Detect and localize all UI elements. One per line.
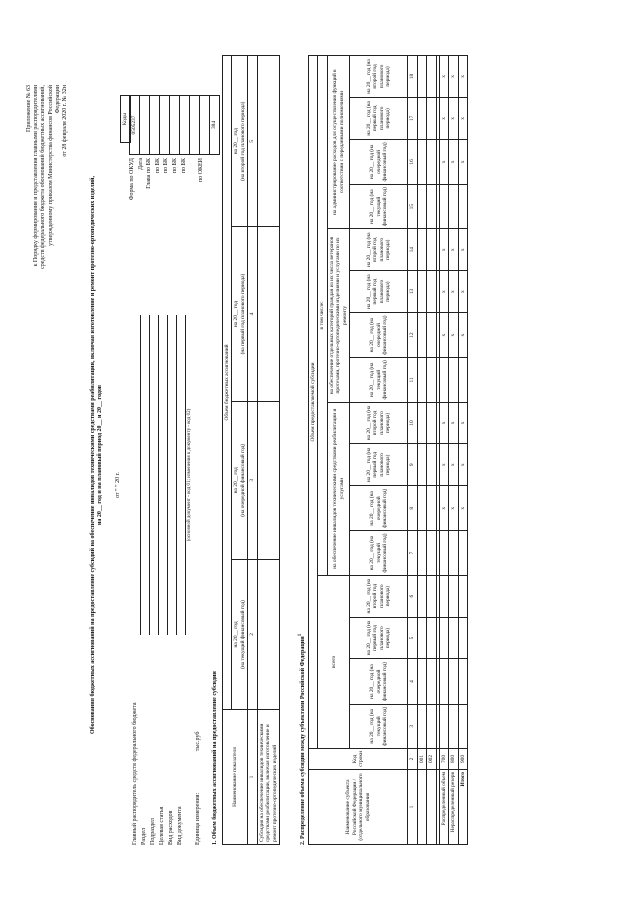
field-line [176, 315, 177, 635]
section2-title: 2. Распределение объема субсидии между субъектами Российской Федерации$^1$ [298, 633, 306, 845]
header-fields: Главный распорядитель средств федерального бюджета Раздел Подраздел Целевая статья Вид расходов Вид документа Единица измерения: тыс.руб [132, 702, 201, 845]
section1-num-row: 1 2 3 4 5 [248, 56, 257, 845]
codes-values: 0505237 384 [129, 95, 220, 155]
appendix-title: Приложение № 63 [26, 85, 32, 132]
table-row: 002 [427, 56, 436, 845]
field-line [185, 315, 186, 635]
section1-table: Наименование показателя Объем бюджетных ассигнований на 20__ год (на текущий финансовый год) на 20__ год (на очередной финансовый год) на 20__ год (на первый год планового периода) на 20__ год (на второй год планового периода) 1 2 3 4 5 Субсидия на обеспечение инвалидов техническими средствами реабилитации, включая изготовление и ремонт протезно-ортопедических изделий [222, 55, 280, 845]
unit-value: тыс.руб [195, 731, 201, 752]
field-line [140, 315, 141, 635]
doc-type-note: (основной документ - код 01; изменения к документу - код 02) [187, 408, 192, 542]
table-row: 001 [417, 56, 426, 845]
date-line: от " " 20 г. [115, 472, 121, 498]
table-row: Распределенный объем 700 x x x x x x x x x [439, 56, 448, 845]
table-row: Итого 900 x x x x x x x x x [458, 56, 467, 845]
field-line [167, 315, 168, 635]
codes-block: Коды Форма по ОКУД Дата Глава по БК по БК по БК по БК по БК по ОКЕИ 0505237 384 [120, 55, 131, 305]
appendix-line: от 28 февраля 2020 г. № 32н [61, 85, 68, 157]
field-line [149, 315, 150, 635]
section2-num-row: 1 2 3 4 5 6 7 8 9 10 11 12 13 14 15 16 17 18 [408, 56, 417, 845]
codes-header: Коды [121, 96, 131, 143]
section1-title: 1. Объем бюджетных ассигнований на предоставление субсидии [212, 671, 218, 845]
appendix-line: средств федерального бюджета обоснований бюджетных ассигнований, [40, 85, 47, 269]
section1-data-row: Субсидия на обеспечение инвалидов техническими средствами реабилитации, включая изготовление и ремонт протезно-ортопедических изделий [257, 56, 279, 845]
appendix-line: к Порядку формирования и представления главными распорядителями [33, 85, 40, 267]
field-line [158, 315, 159, 635]
section2-table: Наименование субъекта Российской Федерации / (отдельного муниципального образования Код строки Объем предоставляемой субсидии всего в том числе: на обеспечение инвалидов техническими средствами реабилитации и услугами на обеспечение отдельных категорий граждан из их числа ветеранов протезами, протезно-ортопедическими изделиями и услугами по их ремонту на администрирование расходов для осуществления функций в соответствии с переданными полномочиями на 20__ год (на текущий финансовый год) на 20__ год (на очередной финансовый год) на 20__ год (на первый год планового периода) на 20__ год (на второй год планового периода) на 20__ год (на текущий финансовый год) на 20__ год (на очередной финансовый год) на 20__ год (на первый год планового периода) на 20__ год (на второй год планового периода) на 20__ год (на текущий финансовый год) на 20__ год (на очередной финансовый год) на 20__ год (на первый год планового периода) на 20__ год (на второй год планового периода) на 20__ год (на текущий финансовый год) на 20__ год (на очередной финансовый год) на 20__ год (на первый год планового периода) на 20__ год (на второй год планового периода) 1 2 3 4 5 6 7 8 9 10 11 12 13 14 15 16 17 18 001 002 Распределенный объем 700 x x x x x x x x x Нераспределенный резерв 800 x x x x x x x x x Итого 900 x x x x x x x x x [308, 55, 468, 845]
document-title: Обоснования бюджетных ассигнований на предоставление субсидий на обеспечение инвалидов техническими средствами реабилитации, включая изготовление и ремонт протезно-ортопедических изделий, на 20__ год и на плановый период 20__ и 20__ годов [90, 176, 104, 734]
appendix-line: утвержденному приказом Министерства финансов Российской [47, 85, 54, 246]
appendix-block [26, 85, 69, 345]
rotated-document-sheet [20, 25, 620, 885]
table-row: Нераспределенный резерв 800 x x x x x x x x x [449, 56, 458, 845]
appendix-line: Федерации [54, 85, 61, 114]
